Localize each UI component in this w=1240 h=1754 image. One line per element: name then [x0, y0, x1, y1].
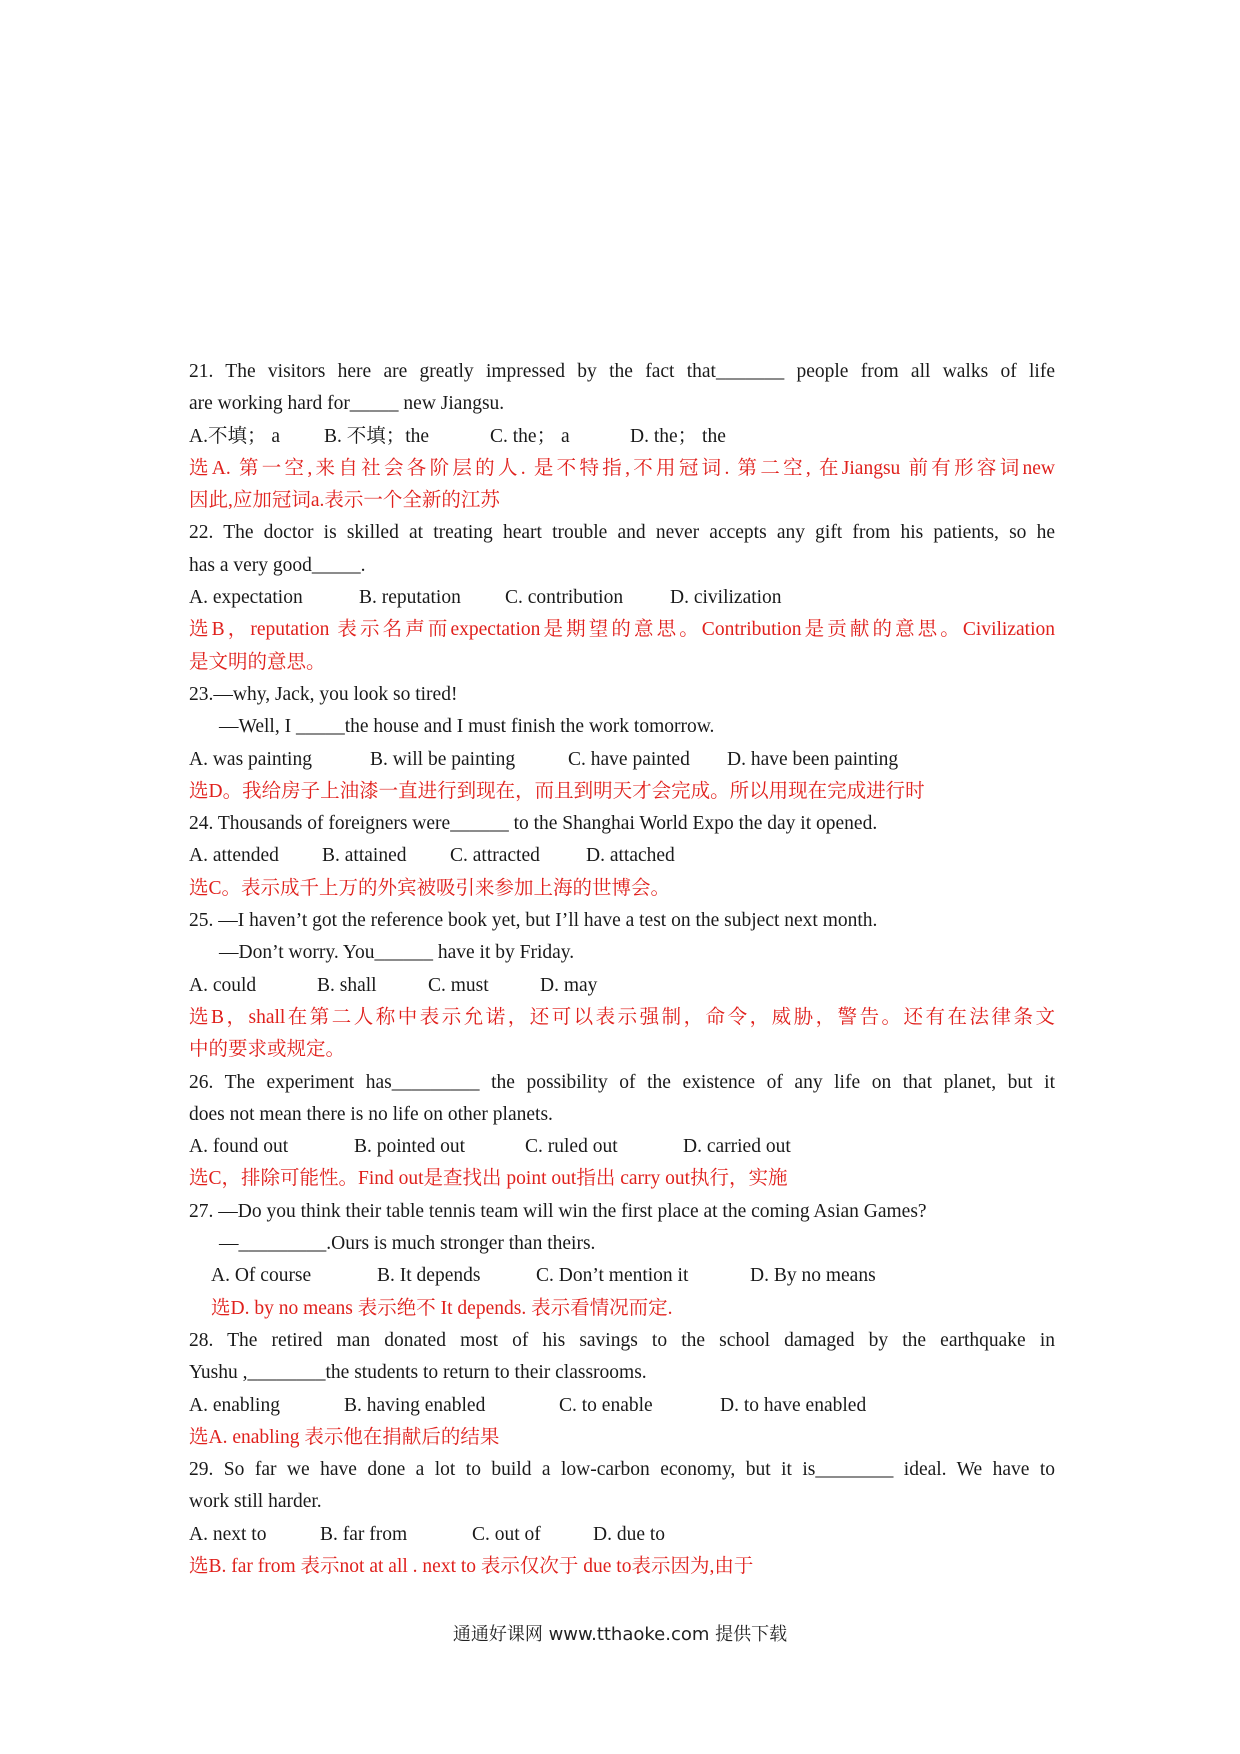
q23-option-c: C. have painted [568, 748, 690, 770]
q27-option-d: D. By no means [750, 1265, 876, 1287]
q24-option-c: C. attracted [450, 845, 540, 867]
q21-stem-line-2: are working hard for_____ new Jiangsu. [189, 393, 505, 415]
q22-stem-line-2: has a very good_____. [189, 554, 366, 576]
q22-option-a: A. expectation [189, 587, 303, 609]
q21-stem-line-1: 21. The visitors here are greatly impressed by the fact that_______ people from all walks of life [189, 361, 1055, 382]
q29-options [189, 1519, 1055, 1551]
q28-stem-line-2: Yushu ,________the students to return to their classrooms. [189, 1362, 647, 1384]
q26-option-a: A. found out [189, 1136, 289, 1158]
q23-option-b: B. will be painting [370, 748, 516, 770]
q29-option-b: B. far from [320, 1523, 408, 1545]
q26-stem-line-2: does not mean there is no life on other planets. [189, 1103, 553, 1125]
q25-option-d: D. may [540, 974, 598, 996]
q27-option-b: B. It depends [377, 1265, 481, 1287]
q25-option-c: C. must [428, 974, 489, 996]
q22-option-c: C. contribution [505, 587, 624, 609]
q26-options [189, 1131, 1055, 1163]
exercise-content [189, 356, 1055, 1583]
q28-option-b: B. having enabled [344, 1394, 486, 1416]
q22-options [189, 582, 1055, 614]
q26-stem-line-1: 26. The experiment has_________ the possibility of the existence of any life on that planet, but it [189, 1071, 1055, 1093]
q23-stem-line-1: 23.—why, Jack, you look so tired! [189, 683, 458, 705]
q25-option-a: A. could [189, 974, 257, 996]
q26-option-c: C. ruled out [525, 1136, 618, 1158]
q28-answer-line-1: 选A. enabling 表示他在捐献后的结果 [189, 1426, 500, 1448]
q27-option-c: C. Don’t mention it [536, 1265, 689, 1287]
q29-option-a: A. next to [189, 1523, 267, 1545]
q21-option-d: D. the； the [630, 425, 726, 447]
q24-option-b: B. attained [322, 845, 407, 867]
q22-stem-line-1: 22. The doctor is skilled at treating heart trouble and never accepts any gift from his patients, so he [189, 522, 1055, 544]
q21-answer-line-2: 因此,应加冠词a.表示一个全新的江苏 [189, 490, 500, 512]
q24-option-a: A. attended [189, 845, 279, 867]
q22-answer-line-1: 选B，reputation 表示名声而expectation是期望的意思。Contribution是贡献的意思。Civilization [189, 619, 1055, 641]
q21-option-b: B. 不填；the [324, 425, 430, 447]
q23-answer-line-1: 选D。我给房子上油漆一直进行到现在，而且到明天才会完成。所以用现在完成进行时 [189, 780, 925, 802]
q22-option-b: B. reputation [359, 587, 461, 609]
q22-option-d: D. civilization [670, 587, 782, 609]
q25-answer-line-1: 选B，shall在第二人称中表示允诺，还可以表示强制，命令，威胁，警告。还有在法律条文 [189, 1006, 1055, 1028]
q29-option-c: C. out of [472, 1523, 541, 1545]
q29-stem-line-1: 29. So far we have done a lot to build a low-carbon economy, but it is________ ideal. We have to [189, 1459, 1055, 1481]
q25-stem-line-2: —Don’t worry. You______ have it by Friday. [219, 942, 575, 964]
q27-options [189, 1260, 1055, 1292]
page-footer: 通通好课网 www.tthaoke.com 提供下载 [452, 1624, 788, 1645]
q24-options [189, 840, 1055, 872]
q27-stem-line-1: 27. —Do you think their table tennis team will win the first place at the coming Asian Games? [189, 1200, 927, 1222]
q23-option-a: A. was painting [189, 748, 312, 770]
q27-answer-line-1: 选D. by no means 表示绝不 It depends. 表示看情况而定. [211, 1297, 673, 1319]
q23-options [189, 744, 1055, 776]
q21-option-a: A.不填； a [189, 425, 280, 447]
q28-options [189, 1390, 1055, 1422]
q25-option-b: B. shall [317, 974, 377, 996]
q26-option-b: B. pointed out [354, 1136, 466, 1158]
q29-stem-line-2: work still harder. [189, 1491, 322, 1513]
q28-stem-line-1: 28. The retired man donated most of his savings to the school damaged by the earthquake in [189, 1329, 1055, 1351]
q21-answer-line-1: 选A. 第一空,来自社会各阶层的人. 是不特指,不用冠词. 第二空, 在Jiangsu 前有形容词new [189, 457, 1055, 479]
q29-option-d: D. due to [593, 1523, 666, 1545]
q24-stem-line-1: 24. Thousands of foreigners were______ to the Shanghai World Expo the day it opened. [189, 813, 878, 835]
q27-option-a: A. Of course [211, 1265, 312, 1287]
q21-options [189, 421, 1055, 453]
q24-answer-line-1: 选C。表示成千上万的外宾被吸引来参加上海的世博会。 [189, 877, 671, 899]
q26-option-d: D. carried out [683, 1136, 791, 1158]
q24-option-d: D. attached [586, 845, 675, 867]
q25-answer-line-2: 中的要求或规定。 [189, 1039, 346, 1061]
q28-option-d: D. to have enabled [720, 1394, 867, 1416]
q23-option-d: D. have been painting [727, 748, 899, 770]
q23-stem-line-2: —Well, I _____the house and I must finish the work tomorrow. [219, 716, 715, 738]
q25-options [189, 970, 1055, 1002]
q28-option-a: A. enabling [189, 1394, 280, 1416]
q27-stem-line-2: —_________.Ours is much stronger than theirs. [219, 1233, 596, 1255]
q21-option-c: C. the； a [490, 425, 570, 447]
q29-answer-line-1: 选B. far from 表示not at all . next to 表示仅次于 due to表示因为,由于 [189, 1555, 754, 1577]
q26-answer-line-1: 选C，排除可能性。Find out是查找出 point out指出 carry out执行，实施 [189, 1168, 788, 1190]
q25-stem-line-1: 25. —I haven’t got the reference book yet, but I’ll have a test on the subject next month. [189, 910, 878, 932]
q28-option-c: C. to enable [559, 1394, 653, 1416]
q22-answer-line-2: 是文明的意思。 [189, 651, 326, 673]
